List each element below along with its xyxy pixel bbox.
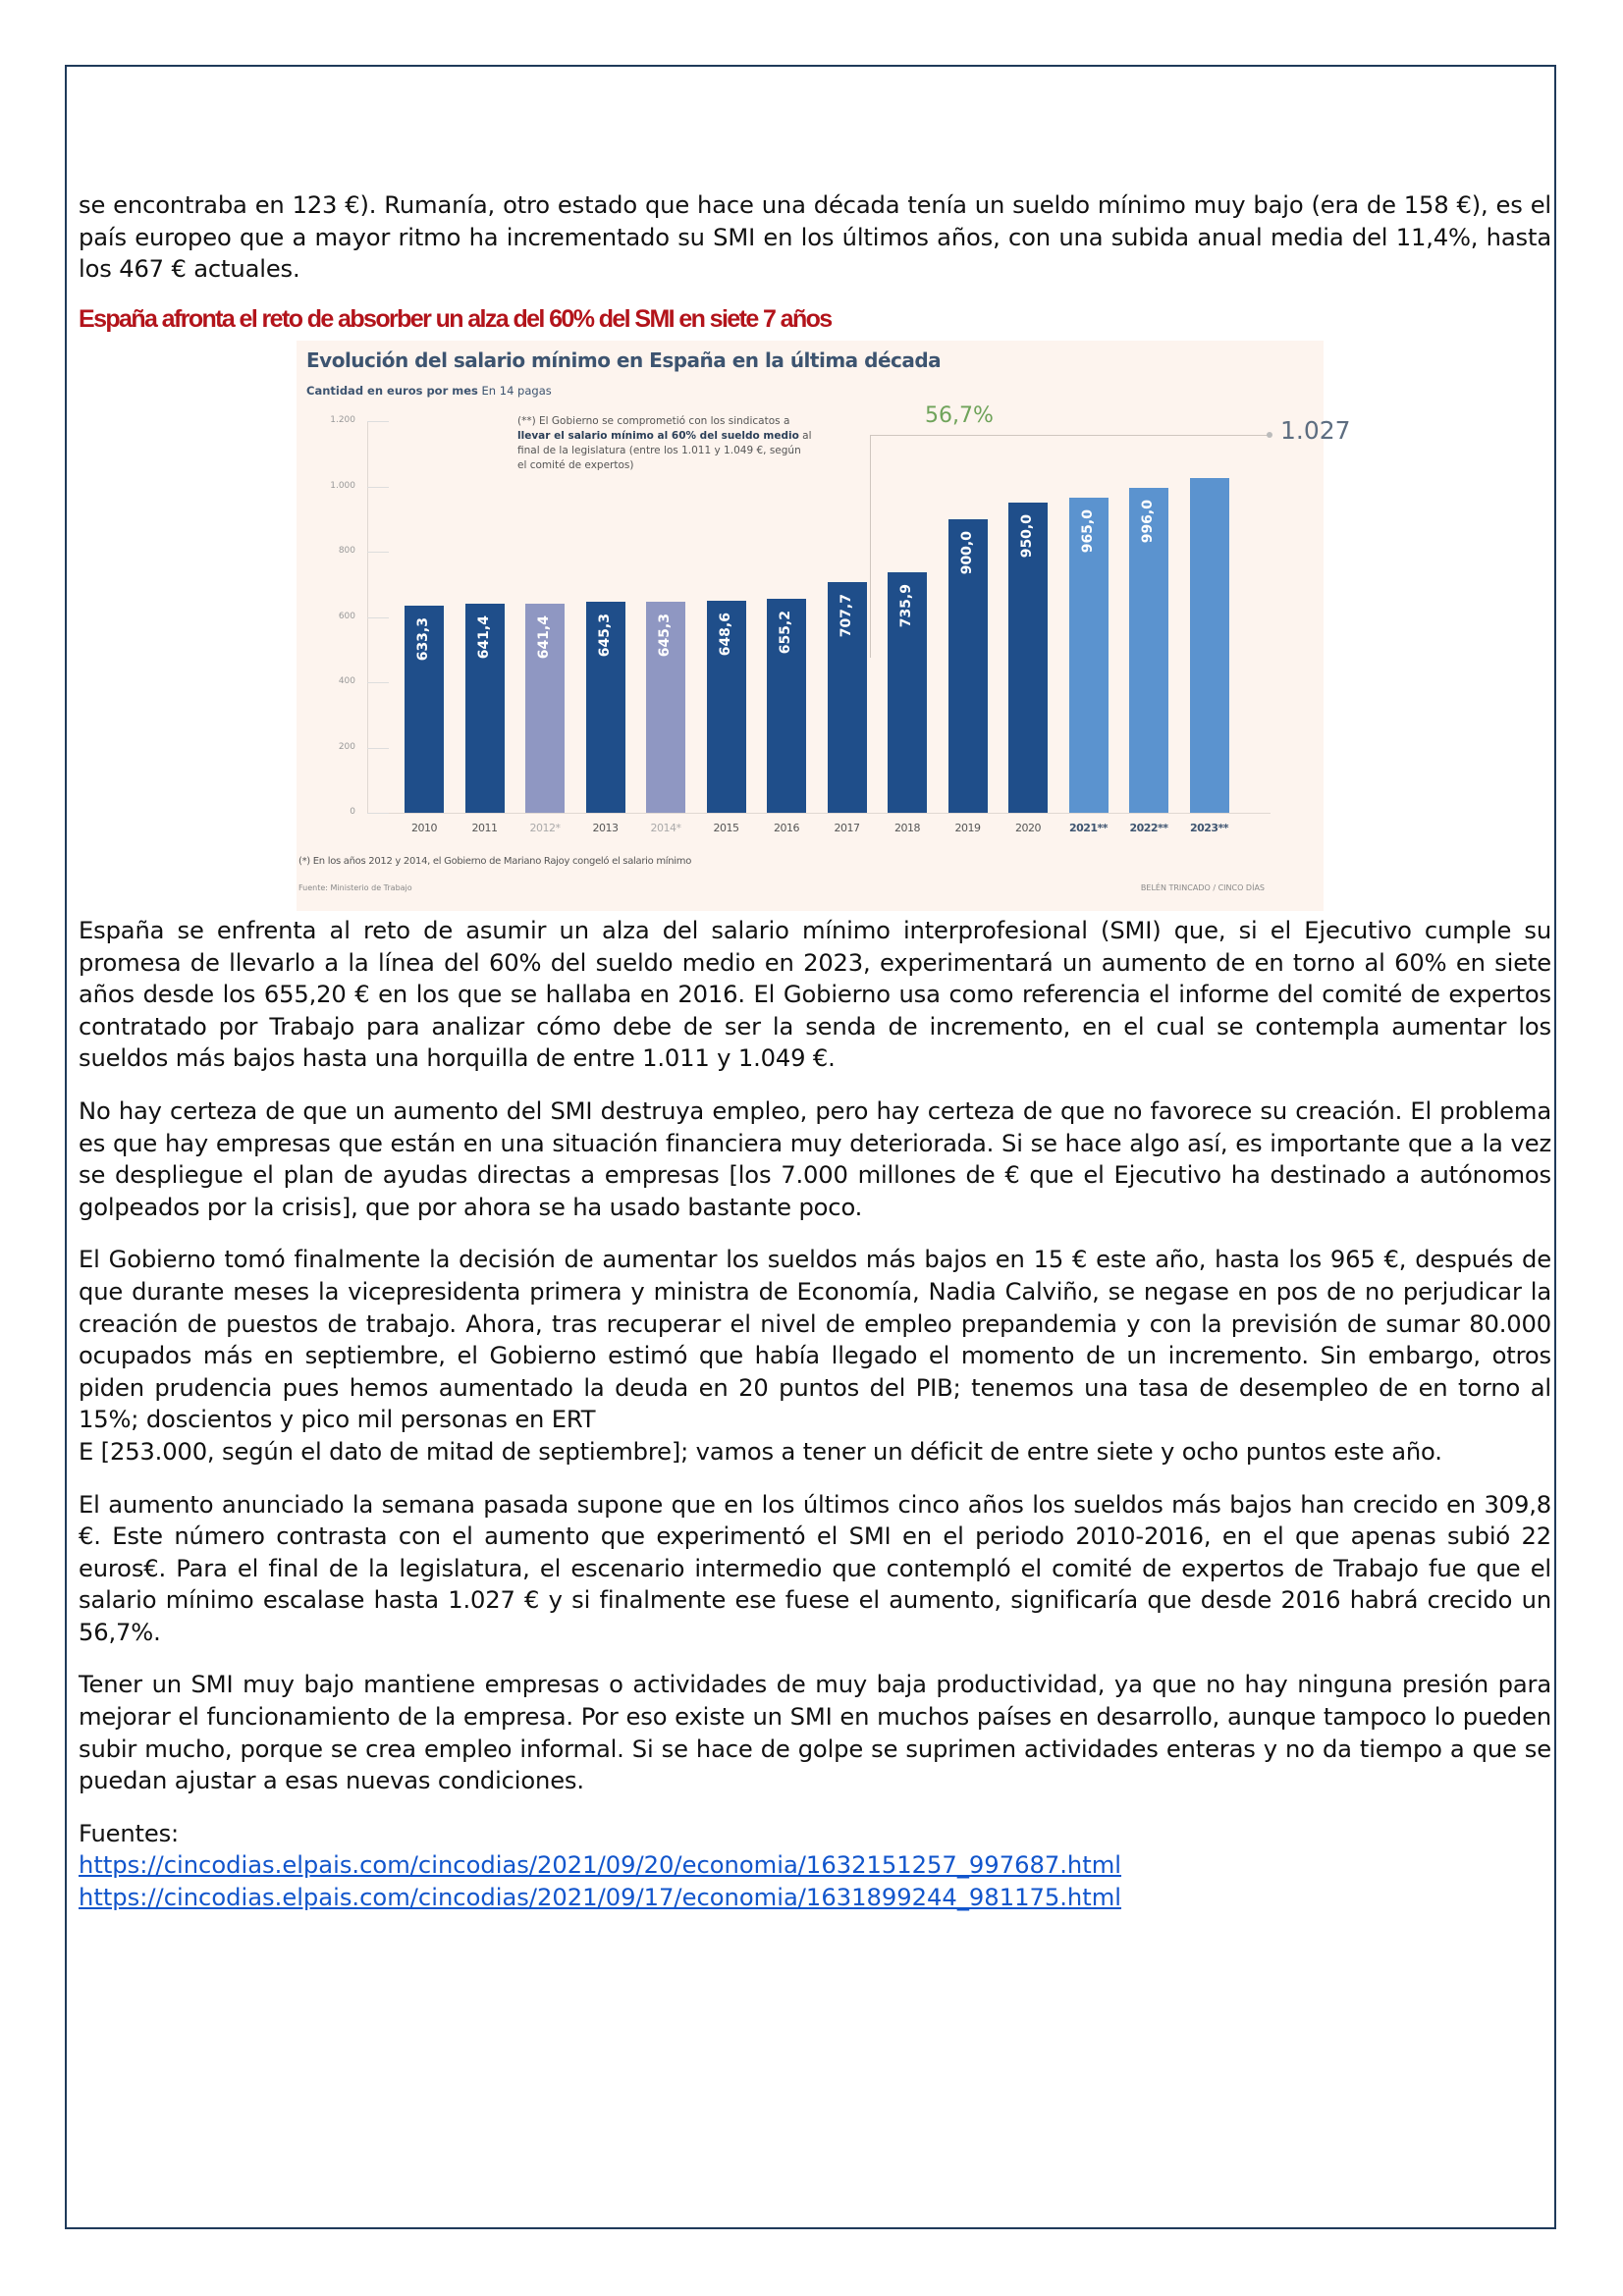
bar-value-label: 641,4 bbox=[536, 614, 552, 660]
bar-value-label: 648,6 bbox=[717, 613, 733, 657]
y-axis bbox=[367, 422, 368, 814]
x-axis-baseline bbox=[367, 813, 1271, 814]
x-tick-label: 2013 bbox=[592, 822, 619, 834]
chart-subtitle bbox=[306, 384, 552, 398]
paragraph-5: Tener un SMI muy bajo mantiene empresas o actividades de muy baja productividad, ya que no hay ninguna presión para mejorar el funcionamiento de la empresa. Por eso existe un SMI en muchos países en desarrollo, aunque tampoco lo pueden subir mucho, porque se crea empleo informal. Si se hace de golpe se suprimen actividades enteras y no da tiempo a que se puedan ajustar a esas nuevas condiciones. bbox=[79, 1671, 1551, 1795]
note-text: (**) El Gobierno se comprometió con los sindicatos a bbox=[517, 415, 790, 427]
y-tick-label: 0 bbox=[350, 807, 355, 817]
bar-2017 bbox=[828, 582, 867, 813]
x-tick-label: 2012* bbox=[529, 822, 561, 834]
bar-2023 bbox=[1190, 478, 1229, 813]
sources-links bbox=[79, 1849, 1551, 1913]
bar-2010 bbox=[405, 606, 444, 813]
y-tick-label: 1.200 bbox=[330, 415, 355, 425]
bar-value-label: 707,7 bbox=[838, 593, 854, 637]
growth-percentage: 56,7% bbox=[925, 403, 994, 428]
paragraph-1: España se enfrenta al reto de asumir un alza del salario mínimo interprofesional (SMI) que, si el Ejecutivo cumple su promesa de llevarlo a la línea del 60% del sueldo medio en 2023, experimentará un aumento de en torno al 60% en siete años desde los 655,20 € en los que se hallaba en 2016. El Gobierno usa como referencia el informe del comité de expertos contratado por Trabajo para analizar cómo debe de ser la senda de incremento, en el cual se contempla aumentar los sueldos más bajos hasta una horquilla de entre 1.011 y 1.049 €. bbox=[79, 917, 1551, 1073]
y-tick-mark bbox=[367, 487, 389, 488]
sources-label: Fuentes: bbox=[79, 1819, 180, 1847]
paragraph-4: El aumento anunciado la semana pasada supone que en los últimos cinco años los sueldos más bajos han crecido en 309,8 €. Este número contrasta con el aumento que experimentó el SMI en el periodo 2010-2016, en el que apenas subió 22 euros€. Para el final de la legislatura, el escenario intermedio que contempló el comité de expertos de Trabajo fue que el salario mínimo escalase hasta 1.027 € y si finalmente ese fuese el aumento, significaría que desde 2016 habrá crecido un 56,7%. bbox=[79, 1490, 1551, 1646]
y-tick-mark bbox=[367, 617, 389, 618]
chart-title: Evolución del salario mínimo en España en la última década bbox=[306, 348, 942, 372]
top-value-label: 1.027 bbox=[1280, 416, 1351, 445]
chart-credit: BELÉN TRINCADO / CINCO DÍAS bbox=[1140, 883, 1265, 892]
bar-value-label: 965,0 bbox=[1079, 509, 1096, 554]
note-bold-text: llevar el salario mínimo al 60% del sueldo medio bbox=[517, 430, 799, 442]
x-tick-label: 2015 bbox=[713, 822, 739, 834]
note-text-end: al final de la legislatura (entre los 1.011 y 1.049 €, según el comité de expertos) bbox=[517, 430, 812, 471]
y-tick-mark bbox=[367, 421, 389, 422]
intro-paragraph: se encontraba en 123 €). Rumanía, otro estado que hace una década tenía un sueldo mínimo muy bajo (era de 158 €), es el país europeo que a mayor ritmo ha incrementado su SMI en los últimos años, con una subida anual media del 11,4%, hasta los 467 € actuales. bbox=[79, 191, 1551, 284]
bar-value-label: 655,2 bbox=[778, 611, 793, 655]
bar-2021 bbox=[1069, 498, 1109, 813]
y-tick-label: 200 bbox=[338, 741, 355, 752]
bar-2019 bbox=[948, 519, 988, 813]
bar-2020 bbox=[1008, 503, 1048, 813]
x-tick-label: 2016 bbox=[774, 822, 799, 834]
y-tick-label: 800 bbox=[338, 546, 355, 556]
source-link-2[interactable]: https://cincodias.elpais.com/cincodias/2021/09/17/economia/1631899244_981175.html bbox=[79, 1884, 1122, 1912]
bar-value-label: 996,0 bbox=[1140, 499, 1156, 544]
chart-subtitle-bold: Cantidad en euros por mes bbox=[306, 384, 478, 398]
x-tick-label: 2023** bbox=[1189, 822, 1229, 834]
paragraph-3: El Gobierno tomó finalmente la decisión de aumentar los sueldos más bajos en 15 € este año, hasta los 965 €, después de que durante meses la vicepresidenta primera y ministra de Economía, Nadia Calviño, se negase en pos de no perjudicar la creación de puestos de trabajo. Ahora, tras recuperar el nivel de empleo prepandemia y con la previsión de sumar 80.000 ocupados más en septiembre, el Gobierno estimó que había llegado el momento de un incremento. Sin embargo, otros piden prudencia pues hemos aumentado la deuda en 20 puntos del PIB; tenemos una tasa de desempleo de en torno al 15%; doscientos y pico mil personas en ERT bbox=[79, 1246, 1551, 1434]
growth-connector-vertical bbox=[870, 435, 871, 658]
x-tick-label: 2017 bbox=[834, 822, 860, 834]
bar-2016 bbox=[767, 599, 806, 813]
article-body bbox=[79, 915, 1551, 1914]
y-tick-label: 600 bbox=[338, 611, 355, 621]
x-tick-label: 2019 bbox=[954, 822, 981, 834]
bar-value-label: 900,0 bbox=[958, 530, 975, 575]
bar-value-label: 735,9 bbox=[898, 584, 914, 628]
paragraph-2: No hay certeza de que un aumento del SMI destruya empleo, pero hay certeza de que no favorece su creación. El problema es que hay empresas que están en una situación financiera muy deteriorada. Si se hace algo así, es importante que a la vez se despliegue el plan de ayudas directas a empresas [los 7.000 millones de € que el Ejecutivo ha destinado a autónomos golpeados por la crisis], que por ahora se ha usado bastante poco. bbox=[79, 1096, 1551, 1221]
y-tick-mark bbox=[367, 682, 389, 683]
bar-2011 bbox=[465, 604, 505, 813]
bar-value-label: 950,0 bbox=[1019, 514, 1035, 559]
x-tick-label: 2011 bbox=[471, 822, 498, 834]
bar-2022 bbox=[1129, 488, 1168, 813]
x-tick-label: 2010 bbox=[411, 822, 437, 834]
bar-value-label: 645,3 bbox=[657, 614, 673, 658]
chart-subtitle-rest: En 14 pagas bbox=[477, 384, 552, 398]
y-tick-label: 1.000 bbox=[330, 480, 355, 491]
y-tick-label: 400 bbox=[338, 676, 355, 686]
y-tick-mark bbox=[367, 813, 389, 814]
paragraph-3-continued: E [253.000, según el dato de mitad de septiembre]; vamos a tener un déficit de entre siete y ocho puntos este año. bbox=[79, 1437, 1442, 1466]
chart-source: Fuente: Ministerio de Trabajo bbox=[298, 883, 412, 892]
smi-bar-chart bbox=[297, 341, 1351, 911]
section-heading: España afronta el reto de absorber un alza del 60% del SMI en siete 7 años bbox=[79, 304, 832, 333]
bar-value-label: 641,4 bbox=[475, 614, 492, 660]
bar-value-label: 633,3 bbox=[415, 617, 431, 662]
y-tick-mark bbox=[367, 748, 389, 749]
x-tick-label: 2021** bbox=[1068, 822, 1109, 834]
bar-2013 bbox=[586, 602, 625, 813]
bar-value-label: 645,3 bbox=[596, 614, 613, 658]
bar-2015 bbox=[707, 601, 746, 813]
growth-connector-horizontal bbox=[870, 435, 1269, 436]
chart-footnote: (*) En los años 2012 y 2014, el Gobierno de Mariano Rajoy congeló el salario mínimo bbox=[298, 856, 692, 867]
x-tick-label: 2022** bbox=[1129, 822, 1168, 834]
bar-2014 bbox=[646, 602, 685, 813]
intro-block bbox=[79, 189, 1551, 334]
bar-2012 bbox=[525, 604, 565, 813]
y-tick-mark bbox=[367, 552, 389, 553]
chart-annotation-note bbox=[517, 414, 812, 473]
arrow-head-icon bbox=[1267, 432, 1272, 438]
x-tick-label: 2018 bbox=[894, 822, 920, 834]
x-tick-label: 2020 bbox=[1015, 822, 1041, 834]
bar-2018 bbox=[888, 572, 927, 813]
x-tick-label: 2014* bbox=[650, 822, 681, 834]
source-link-1[interactable]: https://cincodias.elpais.com/cincodias/2021/09/20/economia/1632151257_997687.html bbox=[79, 1851, 1122, 1880]
